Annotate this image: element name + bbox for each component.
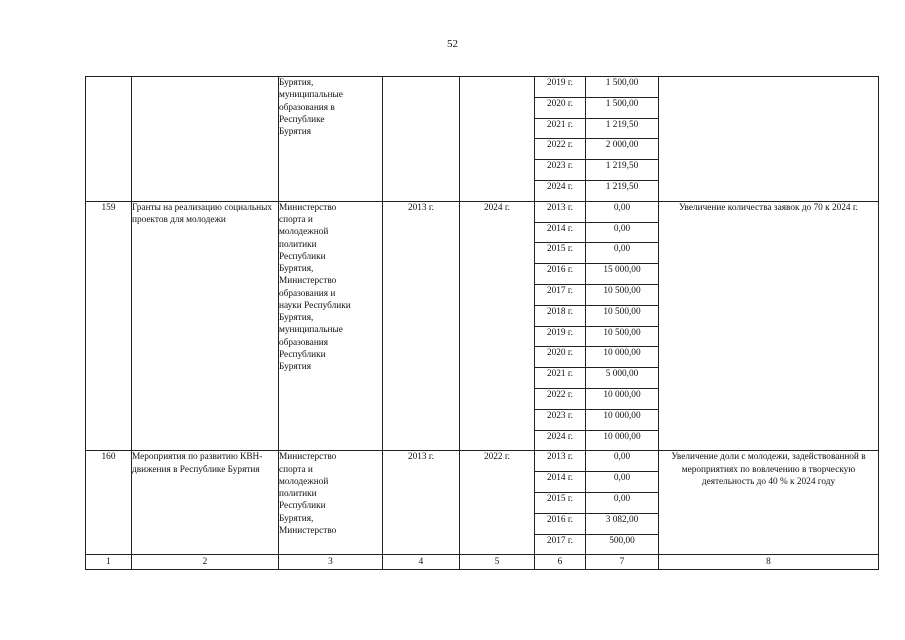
executor-line: муниципальные [279,325,343,336]
executor-line: Республики [279,501,326,512]
executor-line: Бурятия, [279,78,314,88]
funding-year: 2024 г. [535,430,586,451]
executor-line: спорта и [279,215,313,226]
funding-year: 2015 г. [535,492,586,513]
funding-year: 2022 г. [535,139,586,160]
funding-year: 2019 г. [535,77,586,98]
funding-year: 2018 г. [535,305,586,326]
funding-amount: 5 000,00 [586,368,659,389]
funding-year: 2015 г. [535,243,586,264]
funding-amount: 1 219,50 [586,118,659,139]
executor-line: Бурятия [279,362,311,373]
funding-year: 2022 г. [535,388,586,409]
executor-line: Министерство [279,202,337,213]
funding-amount: 10 500,00 [586,305,659,326]
column-number: 6 [535,555,586,570]
column-number: 3 [279,555,383,570]
program-table [85,76,879,570]
end-year: 2022 г. [460,451,535,555]
executor-line: политики [279,239,317,250]
funding-year: 2024 г. [535,180,586,201]
executor-line: Республики [279,251,326,262]
executor-line: образования и [279,288,336,299]
activity-name [132,77,279,202]
funding-year: 2014 г. [535,472,586,493]
executor-line: Бурятия, [279,313,314,324]
executor-line: молодежной [279,227,329,238]
column-number: 4 [383,555,460,570]
funding-amount: 2 000,00 [586,139,659,160]
row-number: 160 [86,451,132,555]
funding-year: 2013 г. [535,451,586,472]
executor-line: Бурятия [279,127,311,138]
funding-amount: 0,00 [586,472,659,493]
funding-amount: 10 000,00 [586,430,659,451]
executor-line: Республики [279,349,326,360]
funding-amount: 1 500,00 [586,97,659,118]
funding-amount: 500,00 [586,534,659,555]
expected-result: Увеличение количества заявок до 70 к 2024 г. [659,201,879,451]
column-number-row [86,555,879,570]
funding-year: 2014 г. [535,222,586,243]
column-number: 2 [132,555,279,570]
activity-name: Гранты на реализацию социальных проектов для молодежи [132,201,279,451]
executor-line: Министерство [279,452,337,463]
row-number [86,77,132,202]
expected-result [659,77,879,202]
executor-line: политики [279,489,317,500]
column-number: 8 [659,555,879,570]
executor-cell [279,451,383,555]
executor-line: муниципальные [279,90,343,101]
funding-year: 2023 г. [535,160,586,181]
funding-amount: 0,00 [586,222,659,243]
table-row [86,77,879,98]
executor-line: образования в [279,102,335,113]
funding-amount: 1 219,50 [586,160,659,181]
row-number: 159 [86,201,132,451]
funding-amount: 0,00 [586,492,659,513]
funding-year: 2023 г. [535,409,586,430]
funding-amount: 10 500,00 [586,326,659,347]
funding-year: 2021 г. [535,118,586,139]
table-row [86,201,879,222]
funding-year: 2020 г. [535,347,586,368]
executor-line: Министерство [279,525,337,536]
funding-year: 2019 г. [535,326,586,347]
funding-amount: 10 000,00 [586,347,659,368]
column-number: 7 [586,555,659,570]
funding-amount: 10 500,00 [586,284,659,305]
funding-year: 2013 г. [535,201,586,222]
funding-amount: 15 000,00 [586,264,659,285]
executor-line: Министерство [279,276,337,287]
executor-cell [279,77,383,202]
funding-amount: 0,00 [586,451,659,472]
end-year: 2024 г. [460,201,535,451]
executor-line: Бурятия, [279,264,314,275]
executor-cell [279,201,383,451]
table-row [86,451,879,472]
executor-line: спорта и [279,464,313,475]
funding-year: 2017 г. [535,284,586,305]
executor-line: Бурятия, [279,513,314,524]
funding-amount: 0,00 [586,201,659,222]
executor-line: образования [279,337,329,348]
page-number: 52 [447,38,458,50]
executor-line: Республике [279,114,325,125]
funding-amount: 1 219,50 [586,180,659,201]
funding-year: 2021 г. [535,368,586,389]
column-number: 1 [86,555,132,570]
funding-amount: 1 500,00 [586,77,659,98]
funding-amount: 3 082,00 [586,513,659,534]
start-year [383,77,460,202]
start-year: 2013 г. [383,201,460,451]
executor-line: молодежной [279,476,329,487]
funding-year: 2017 г. [535,534,586,555]
funding-year: 2016 г. [535,513,586,534]
funding-amount: 10 000,00 [586,388,659,409]
funding-year: 2016 г. [535,264,586,285]
start-year: 2013 г. [383,451,460,555]
funding-amount: 0,00 [586,243,659,264]
funding-year: 2020 г. [535,97,586,118]
activity-name: Мероприятия по развитию КВН-движения в Республике Бурятия [132,451,279,555]
executor-line: науки Республики [279,300,351,311]
end-year [460,77,535,202]
column-number: 5 [460,555,535,570]
funding-amount: 10 000,00 [586,409,659,430]
expected-result: Увеличение доли с молодежи, задействованной в мероприятиях по вовлечению в творческую деятельность до 40 % к 2024 году [659,451,879,555]
